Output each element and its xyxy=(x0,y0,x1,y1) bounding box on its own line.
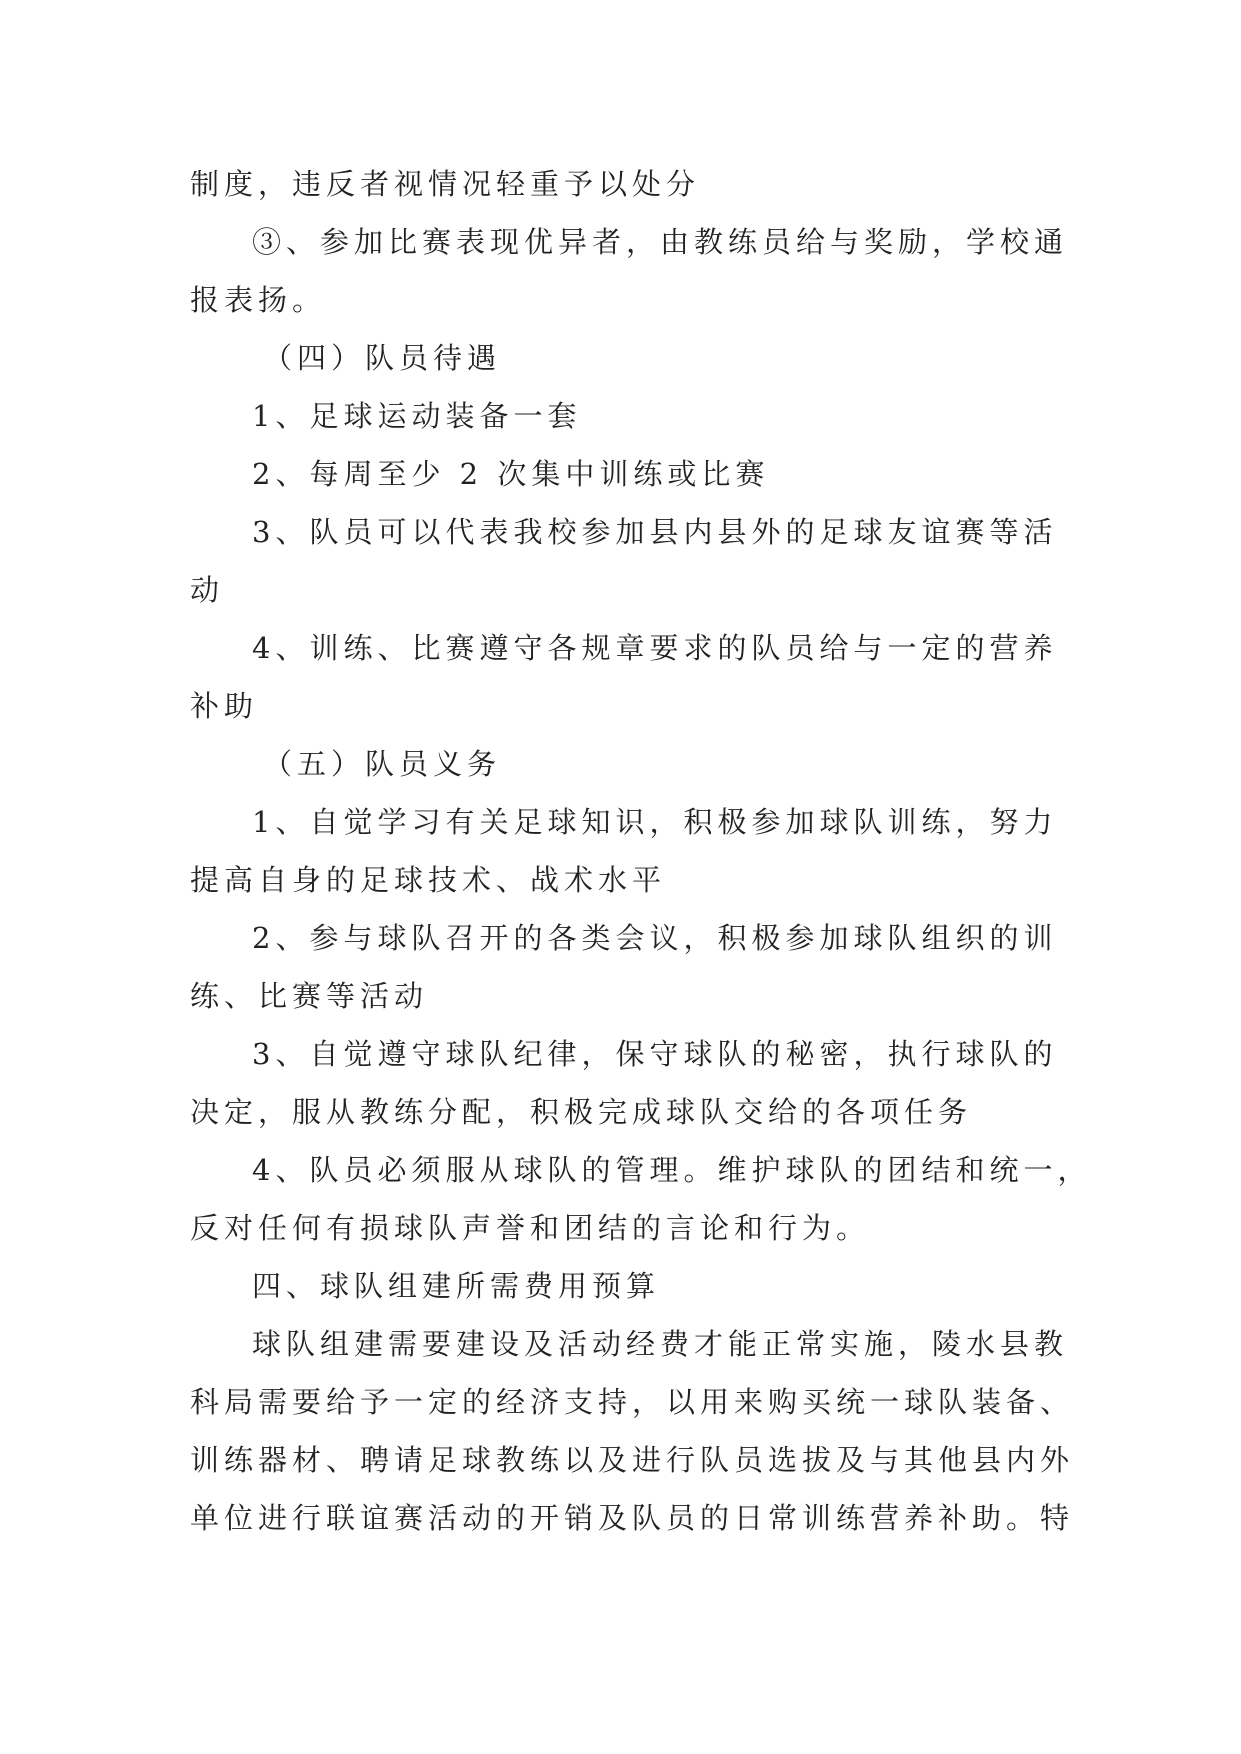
section-heading: 四、球队组建所需费用预算 xyxy=(252,1269,661,1303)
text-line: 4、训练、比赛遵守各规章要求的队员给与一定的营养 xyxy=(252,631,1058,665)
text-line: 4、队员必须服从球队的管理。维护球队的团结和统一， xyxy=(252,1153,1092,1187)
text-line: 球队组建需要建设及活动经费才能正常实施，陵水县教 xyxy=(252,1327,1069,1361)
text-line: 单位进行联谊赛活动的开销及队员的日常训练营养补助。特 xyxy=(190,1501,1075,1535)
text-line: 科局需要给予一定的经济支持，以用来购买统一球队装备、 xyxy=(190,1385,1075,1419)
text-line: 决定，服从教练分配，积极完成球队交给的各项任务 xyxy=(190,1095,973,1129)
text-line: 制度，违反者视情况轻重予以处分 xyxy=(190,167,701,201)
text-line: 1、自觉学习有关足球知识，积极参加球队训练，努力 xyxy=(252,805,1058,839)
text-line: 3、队员可以代表我校参加县内县外的足球友谊赛等活 xyxy=(252,515,1058,549)
text-line: 补助 xyxy=(190,689,259,723)
text-line: 练、比赛等活动 xyxy=(190,979,429,1013)
text-line: 3、自觉遵守球队纪律，保守球队的秘密，执行球队的 xyxy=(252,1037,1058,1071)
text-line: 提高自身的足球技术、战术水平 xyxy=(190,863,667,897)
text-line: 2、每周至少 2 次集中训练或比赛 xyxy=(252,457,770,491)
text-line: 1、足球运动装备一套 xyxy=(252,399,582,433)
text-line: 反对任何有损球队声誉和团结的言论和行为。 xyxy=(190,1211,871,1245)
text-line: 训练器材、聘请足球教练以及进行队员选拔及与其他县内外 xyxy=(190,1443,1075,1477)
section-heading: （五）队员义务 xyxy=(263,747,502,781)
text-line: ③、参加比赛表现优异者，由教练员给与奖励，学校通 xyxy=(252,225,1069,259)
text-line: 报表扬。 xyxy=(190,283,327,317)
text-line: 动 xyxy=(190,573,225,607)
text-line: 2、参与球队召开的各类会议，积极参加球队组织的训 xyxy=(252,921,1058,955)
section-heading: （四）队员待遇 xyxy=(263,341,502,375)
